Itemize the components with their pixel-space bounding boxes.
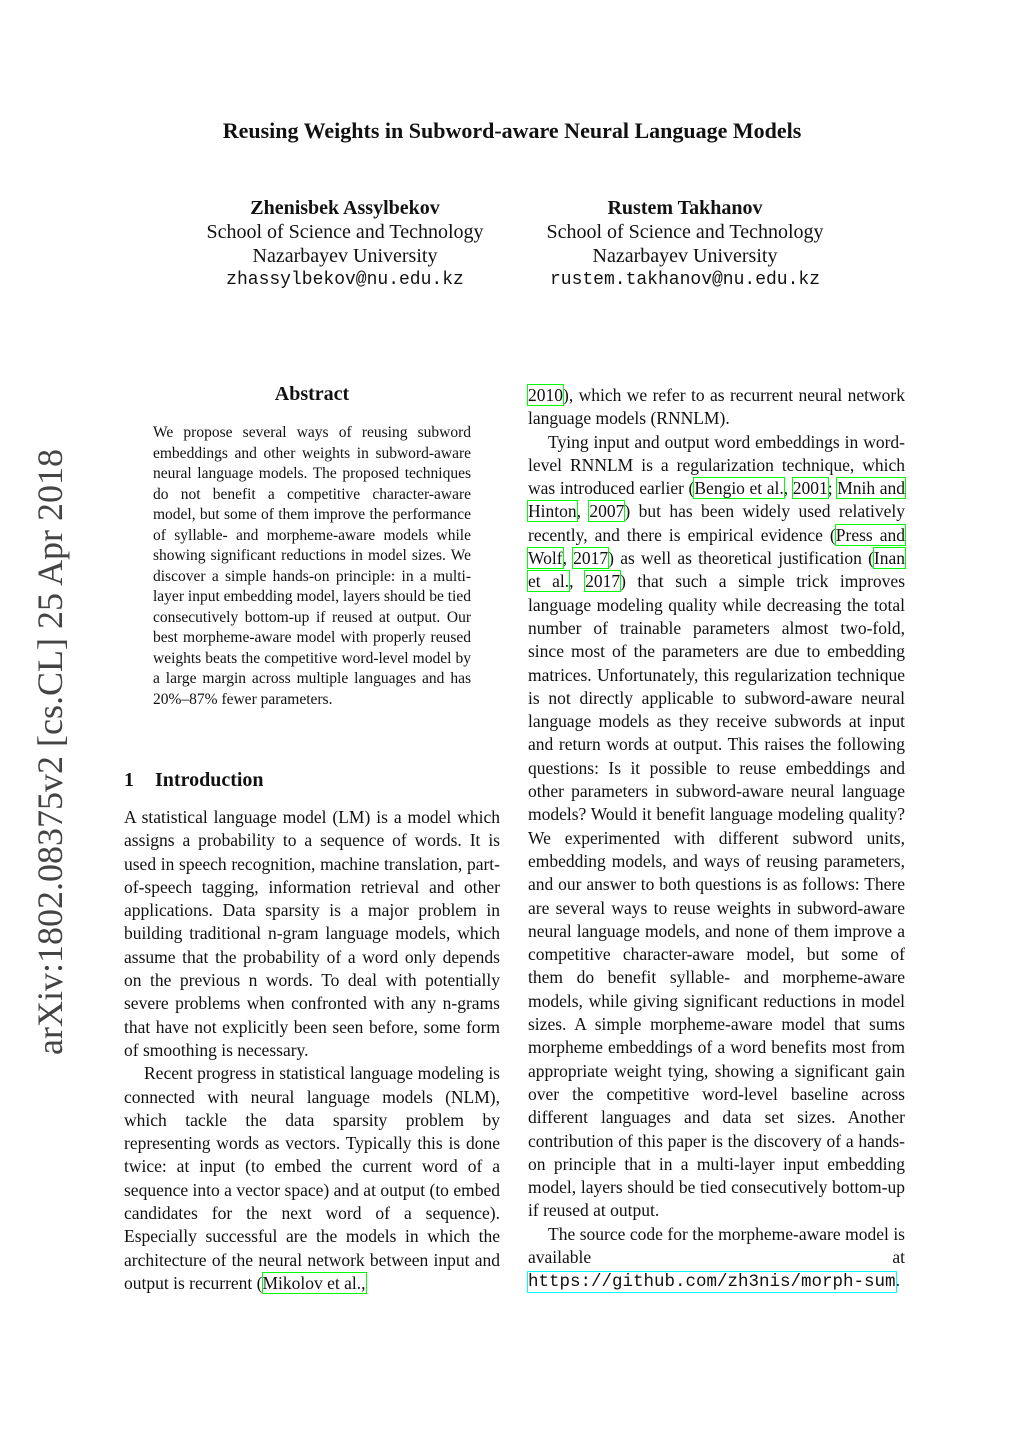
- author-affiliation: School of Science and Technology: [546, 221, 824, 243]
- author-university: Nazarbayev University: [592, 245, 778, 267]
- citation-separator: ,: [569, 571, 586, 592]
- paragraph-text: ) as well as theoretical justification (: [608, 548, 874, 569]
- paragraph: [124, 1062, 500, 1295]
- arxiv-identifier: arXiv:1802.08375v2 [cs.CL] 25 Apr 2018: [30, 449, 70, 1055]
- citation-link[interactable]: Bengio et al.: [694, 478, 784, 499]
- author-affiliation: School of Science and Technology: [206, 221, 484, 243]
- citation-link[interactable]: 2010: [528, 385, 563, 405]
- citation-link[interactable]: Press and Wolf: [528, 524, 906, 569]
- citation-link[interactable]: Inan et al.: [528, 548, 906, 592]
- right-column: [528, 384, 905, 1295]
- arxiv-sidebar: [20, 449, 80, 1055]
- author-email[interactable]: rustem.takhanov@nu.edu.kz: [549, 270, 821, 290]
- paragraph-text: The source code for the morpheme-aware model is available at: [528, 1223, 905, 1267]
- paragraph-text: ) that such a simple trick improves language modeling quality while decreasing the total number of trainable parameters almost two-fold, since most of the parameters are due to embedding matrices. Unfortunately, this regularization technique is not directly applicable to subword-aware neural language models as they receive subwords at input and return words at output. This raises the following questions: Is it possible to reuse embeddings and other parameters in subword-aware neural language models? Would it benefit language modeling quality? We experimented with different subword units, embedding models, and ways of reusing parameters, and our answer to both questions is as follows: There are several ways to reuse weights in subword-aware neural language models, and none of them improve a competitive character-aware model, but some of them do benefit syllable- and morpheme-aware models, while giving significant reductions in model sizes. A simple morpheme-aware model that sums morpheme embeddings of a word benefits most from appropriate weight tying, showing a significant gain over the competitive word-level baseline across different languages and data set sizes. Another contribution of this paper is the discovery of a hands-on principle that in a multi-layer input embedding model, layers should be tied consecutively bottom-up if reused at output.: [528, 571, 906, 1221]
- citation-link[interactable]: Mnih and Hinton: [528, 478, 906, 522]
- citation-separator: ,: [576, 501, 590, 522]
- abstract-heading: Abstract: [274, 383, 350, 405]
- abstract-text: We propose several ways of reusing subword embeddings and other weights in subword-aware neural language models. The proposed techniques do not benefit a competitive character-aware model, but some of them improve the performance of syllable- and morpheme-aware models while showing significant reductions in model sizes. We discover a simple hands-on principle: in a multi-layer input embedding model, layers should be tied consecutively bottom-up if reused at output. Our best morpheme-aware model with properly reused weights beats the competitive word-level model by a large margin across multiple languages and has 20%–87% fewer parameters.: [153, 424, 471, 708]
- section-heading: [124, 769, 264, 792]
- author-email[interactable]: zhassylbekov@nu.edu.kz: [226, 270, 464, 290]
- paragraph: [528, 431, 905, 1223]
- author-university: Nazarbayev University: [252, 245, 438, 267]
- paragraph-text: Tying input and output word embeddings in word-level RNNLM is a regularization technique, which was introduced earlier (: [528, 431, 905, 499]
- paragraph-text: .: [895, 1270, 900, 1291]
- paragraph: [528, 384, 905, 431]
- section-title: Introduction: [155, 769, 264, 791]
- author-name: Zhenisbek Assylbekov: [250, 197, 440, 219]
- citation-link[interactable]: 2017: [585, 571, 621, 592]
- citation-link[interactable]: 2017: [573, 548, 609, 569]
- paragraph-text: Recent progress in statistical language modeling is connected with neural language models (NLM), which tackle the data sparsity problem by representing words as vectors. Typically this is done twice: at input (to embed the current word of a sequence into a vector space) and at output (to embed candidates for the next word of a sequence). Especially successful are the models in which the architecture of the neural network between input and output is recurrent (: [124, 1063, 500, 1293]
- paper-title: Reusing Weights in Subword-aware Neural Language Models: [222, 118, 802, 143]
- citation-link[interactable]: 2001: [792, 478, 828, 499]
- citation-link[interactable]: Mikolov et al.,: [262, 1272, 366, 1293]
- author-block-1: [185, 196, 505, 292]
- paragraph-text: ), which we refer to as recurrent neural network language models (RNNLM).: [528, 385, 905, 429]
- paragraph: A statistical language model (LM) is a model which assigns a probability to a sequence of words. It is used in speech recognition, machine translation, part-of-speech tagging, information retrieval and other applications. Data sparsity is a major problem in building traditional n-gram language models, which assume that the probability of a word only depends on the previous n words. To deal with potentially severe problems when confronted with any n-grams that have not explicitly been seen before, some form of smoothing is necessary.: [124, 807, 500, 1060]
- citation-link[interactable]: 2007: [589, 501, 625, 522]
- paragraph: [528, 1223, 905, 1295]
- left-column: [124, 806, 500, 1295]
- source-code-link[interactable]: https://github.com/zh3nis/morph-sum: [528, 1272, 896, 1293]
- author-name: Rustem Takhanov: [607, 197, 763, 219]
- section-number: 1: [124, 769, 134, 791]
- citation-separator: ;: [827, 478, 838, 499]
- paragraph-text: ) but has been widely used relatively recently, and there is empirical evidence (: [528, 501, 906, 545]
- author-block-2: [525, 196, 845, 292]
- citation-separator: ,: [783, 478, 793, 499]
- citation-separator: ,: [562, 548, 574, 569]
